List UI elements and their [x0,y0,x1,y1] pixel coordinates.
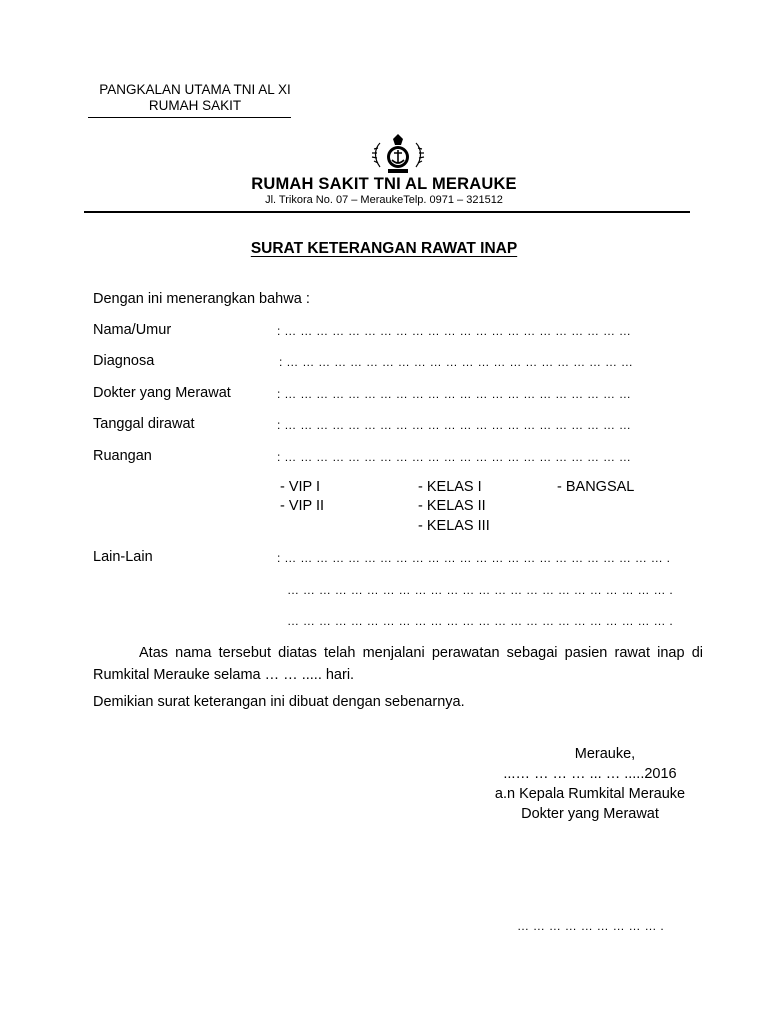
field-value-diagnosis[interactable]: : … … … … … … … … … … … … … … … … … … … … … … [279,355,634,369]
field-label-room: Ruangan [93,448,152,464]
signature-date[interactable]: ...… … … … ... … .....2016 [503,766,677,782]
field-value-others-line-2[interactable]: … … … … … … … … … … … … … … … … … … … … … … … … . [287,583,674,597]
field-label-others: Lain-Lain [93,549,153,565]
signature-on-behalf: a.n Kepala Rumkital Merauke [494,786,686,802]
org-line-2: RUMAH SAKIT [148,98,242,113]
room-option-vip-2[interactable]: - VIP II [280,498,325,514]
field-value-others-line-3[interactable]: … … … … … … … … … … … … … … … … … … … … … … … … . [287,614,674,628]
org-underline [88,117,291,118]
organization-header [88,82,302,114]
field-value-admission-date[interactable]: : … … … … … … … … … … … … … … … … … … … … … … [277,418,632,432]
field-label-diagnosis: Diagnosa [93,353,155,369]
intro-text: Dengan ini menerangkan bahwa : [93,291,310,307]
field-value-name-age[interactable]: : … … … … … … … … … … … … … … … … … … … … … … [277,324,632,338]
signature-place: Merauke, [574,746,636,762]
letterhead-rule [84,211,690,213]
hospital-address: Jl. Trikora No. 07 – MeraukeTelp. 0971 – 321512 [265,194,503,206]
signature-role: Dokter yang Merawat [521,806,659,822]
field-value-room[interactable]: : … … … … … … … … … … … … … … … … … … … … … … [277,450,632,464]
field-label-attending-doctor: Dokter yang Merawat [93,385,231,401]
signature-block [470,744,710,824]
field-value-others-line-1[interactable]: : … … … … … … … … … … … … … … … … … … … … … … … … . [277,551,671,565]
navy-emblem-icon [370,133,426,175]
room-option-vip-1[interactable]: - VIP I [280,479,321,495]
hospital-name: RUMAH SAKIT TNI AL MERAUKE [251,175,517,193]
field-value-attending-doctor[interactable]: : … … … … … … … … … … … … … … … … … … … … … … [277,387,632,401]
statement-paragraph: Atas nama tersebut diatas telah menjalani perawatan sebagai pasien rawat inap di Rumkital Merauke selama … … ..... hari. [93,645,703,683]
room-option-class-3[interactable]: - KELAS III [418,518,490,534]
field-label-name-age: Nama/Umur [93,322,172,338]
org-line-1: PANGKALAN UTAMA TNI AL XI [99,82,291,97]
document-title-text: SURAT KETERANGAN RAWAT INAP [250,240,518,257]
field-label-admission-date: Tanggal dirawat [93,416,195,432]
signature-name-blank[interactable]: … … … … … … … … … . [517,919,665,933]
room-option-ward[interactable]: - BANGSAL [557,479,635,495]
room-option-class-1[interactable]: - KELAS I [418,479,482,495]
room-option-class-2[interactable]: - KELAS II [418,498,486,514]
closing-sentence: Demikian surat keterangan ini dibuat dengan sebenarnya. [93,694,465,710]
document-title [0,240,768,258]
